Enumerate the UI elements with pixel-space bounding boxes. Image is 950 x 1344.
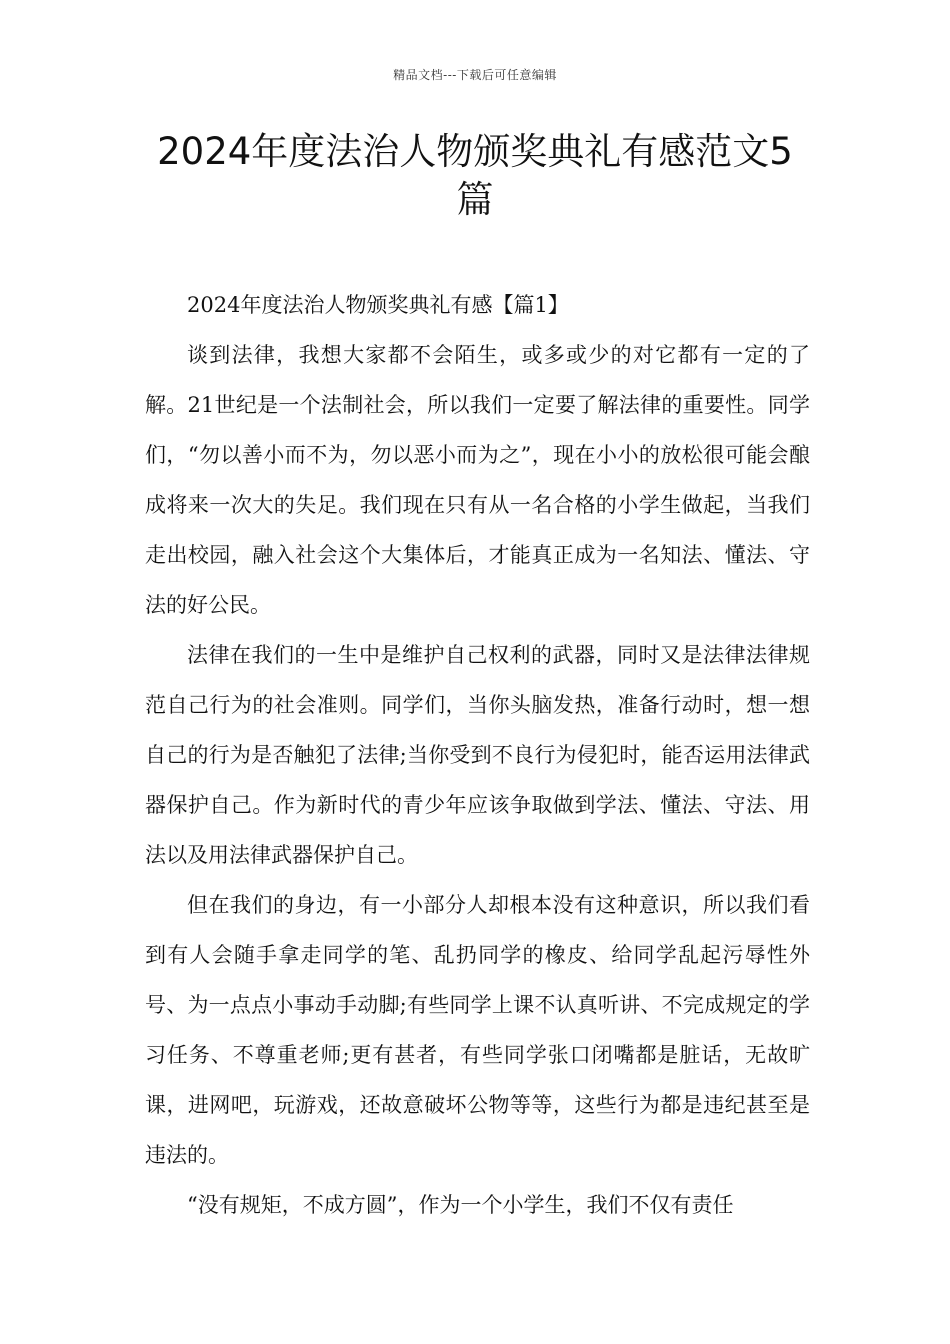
paragraph: 谈到法律，我想大家都不会陌生，或多或少的对它都有一定的了解。21世纪是一个法制社会，所以我们一定要了解法律的重要性。同学们，“勿以善小而不为，勿以恶小而为之”，现在小小的放松很可能会酿成将来一次大的失足。我们现在只有从一名合格的小学生做起，当我们走出校园，融入社会这个大集体后，才能真正成为一名知法、懂法、守法的好公民。 (145, 343, 810, 617)
document-title: 2024年度法治人物颁奖典礼有感范文5篇 (157, 130, 793, 221)
paragraph: 但在我们的身边，有一小部分人却根本没有这种意识，所以我们看到有人会随手拿走同学的笔、乱扔同学的橡皮、给同学乱起污辱性外号、为一点点小事动手动脚;有些同学上课不认真听讲、不完成规定的学习任务、不尊重老师;更有甚者，有些同学张口闭嘴都是脏话，无故旷课，进网吧，玩游戏，还故意破坏公物等等，这些行为都是违纪甚至是违法的。 (145, 893, 810, 1167)
paragraph: 法律在我们的一生中是维护自己权利的武器，同时又是法律法律规范自己行为的社会准则。同学们，当你头脑发热，准备行动时，想一想自己的行为是否触犯了法律;当你受到不良行为侵犯时，能否运用法律武器保护自己。作为新时代的青少年应该争取做到学法、懂法、守法、用法以及用法律武器保护自己。 (145, 643, 810, 867)
paragraph: “没有规矩，不成方圆”，作为一个小学生，我们不仅有责任 (187, 1193, 734, 1217)
document-body (145, 280, 810, 1230)
section-subheading: 2024年度法治人物颁奖典礼有感【篇1】 (187, 293, 569, 317)
header-note: 精品文档---下载后可任意编辑 (393, 68, 557, 82)
